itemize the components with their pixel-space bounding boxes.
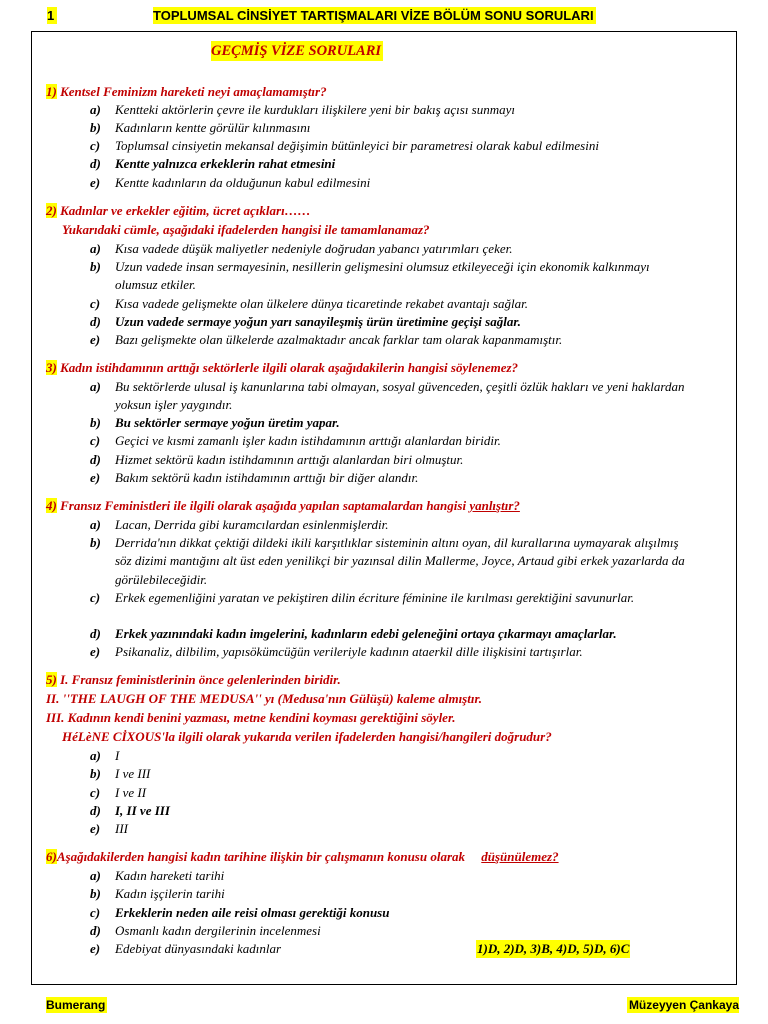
question-1-text: 1) Kentsel Feminizm hareketi neyi amaçlamamıştır? [46,84,327,99]
footer-author: Müzeyyen Çankaya [628,998,739,1012]
option-6e: e) Edebiyat dünyasındaki kadınlar [90,941,282,956]
section-subtitle: GEÇMİŞ VİZE SORULARI [211,43,382,59]
option-4a: a) Lacan, Derrida gibi kuramcılardan esinlenmişlerdir. [90,517,389,532]
question-number: 4) [46,498,57,513]
option-5c: c) I ve II [90,785,147,800]
option-4c: c) Erkek egemenliğini yaratan ve pekiştiren dilin écriture féminine ile kırılması gerektiğini savunurlar. [90,590,635,605]
option-1a: a) Kentteki aktörlerin çevre ile kurdukları ilişkilere yeni bir bakış açısı sunmayı [90,102,516,117]
option-2a: a) Kısa vadede düşük maliyetler nedeniyle doğrudan yabancı yatırımları çeker. [90,241,513,256]
option-1b: b) Kadınların kentte görülür kılınmasını [90,120,311,135]
question-2-text-line2: Yukarıdaki cümle, aşağıdaki ifadelerden hangisi ile tamamlanamaz? [62,222,430,237]
question-number: 2) [46,203,57,218]
question-number: 1) [46,84,57,99]
option-3a: a) Bu sektörlerde ulusal iş kanunlarına tabi olmayan, sosyal güvenceden, çeşitli özlük hakları ve yeni haklardan yoksun işler yaygındır. [90,379,685,413]
question-2-text: 2) Kadınlar ve erkekler eğitim, ücret açıkları…… [46,203,311,218]
question-6-text: 6)Aşağıdakilerden hangisi kadın tarihine ilişkin bir çalışmanın konusu olarak düşünülemez? [46,849,559,864]
option-2d-correct: d) Uzun vadede sermaye yoğun yarı sanayileşmiş ürün üretimine geçişi sağlar. [90,314,521,329]
option-1d-correct: d) Kentte yalnızca erkeklerin rahat etmesini [90,156,336,171]
question-5-text: HéLèNE CİXOUS'la ilgili olarak yukarıda verilen ifadelerden hangisi/hangileri doğrudur? [62,729,552,744]
option-3d: d) Hizmet sektörü kadın istihdamının arttığı alanlardan biri olmuştur. [90,452,464,467]
footer-left: Bumerang [46,998,106,1012]
question-5-statement-3: III. Kadının kendi benini yazması, metne kendini koyması gerektiğini söyler. [46,710,456,725]
question-number: 6) [46,849,57,864]
question-3-text: 3) Kadın istihdamının arttığı sektörlerle ilgili olarak aşağıdakilerin hangisi söylenemez? [46,360,519,375]
question-5-statement-1: 5) I. Fransız feministlerinin önce gelenlerinden biridir. [46,672,341,687]
answer-key: 1)D, 2)D, 3)B, 4)D, 5)D, 6)C [477,941,630,956]
option-3e: e) Bakım sektörü kadın istihdamının arttığı bir diğer alandır. [90,470,419,485]
option-4d-correct: d) Erkek yazınındaki kadın imgelerini, kadınların edebi geleneğini ortaya çıkarmayı amaçlarlar. [90,626,617,641]
option-2b: b) Uzun vadede insan sermayesinin, nesillerin gelişmesini olumsuz etkileyeceği için ekonomik kalkınmayı olumsuz etkiler. [90,259,650,293]
question-4-underlined: yanlıştır? [469,498,520,513]
option-3b-correct: b) Bu sektörler sermaye yoğun üretim yapar. [90,415,340,430]
option-6c-correct: c) Erkeklerin neden aile reisi olması gerektiği konusu [90,905,390,920]
option-1e: e) Kentte kadınların da olduğunun kabul edilmesini [90,175,371,190]
option-4b: b) Derrida'nın dikkat çektiği dildeki ikili karşıtlıklar sisteminin altını oyan, dil kurallarına uymayarak alışılmış söz dizimi mantığını alt üst eden yenilikçi bir yazınsal dilin Mallerme, Joyce, Artaud gibi erkek yazarlarda da görülebileceğidir. [90,535,685,587]
option-5a: a) I [90,748,120,763]
question-number: 3) [46,360,57,375]
question-6-underlined: düşünülemez? [481,849,559,864]
option-6a: a) Kadın hareketi tarihi [90,868,225,883]
option-4e: e) Psikanaliz, dilbilim, yapısökümcüğün verileriyle kadının ataerkil dille ilişkisini tartışırlar. [90,644,583,659]
option-5e: e) III [90,821,128,836]
question-number: 5) [46,672,57,687]
option-5d-correct: d) I, II ve III [90,803,170,818]
option-2e: e) Bazı gelişmekte olan ülkelerde azalmaktadır ancak farklar tam olarak kapanmamıştır. [90,332,563,347]
document-title: TOPLUMSAL CİNSİYET TARTIŞMALARI VİZE BÖLÜM SONU SORULARI [153,8,594,23]
question-5-statement-2: II. ''THE LAUGH OF THE MEDUSA'' yı (Medusa'nın Gülüşü) kaleme almıştır. [46,691,483,706]
page-number: 1 [47,7,57,24]
option-2c: c) Kısa vadede gelişmekte olan ülkelere dünya ticaretinde rekabet avantajı sağlar. [90,296,529,311]
option-1c: c) Toplumsal cinsiyetin mekansal değişimin bütünleyici bir parametresi olarak kabul edilmesini [90,138,599,153]
question-4-text: 4) Fransız Feministleri ile ilgili olarak aşağıda yapılan saptamalardan hangisi yanlıştır? [46,498,520,513]
option-5b: b) I ve III [90,766,151,781]
option-6b: b) Kadın işçilerin tarihi [90,886,225,901]
option-6d: d) Osmanlı kadın dergilerinin incelenmesi [90,923,321,938]
option-3c: c) Geçici ve kısmi zamanlı işler kadın istihdamının arttığı alanlardan biridir. [90,433,501,448]
